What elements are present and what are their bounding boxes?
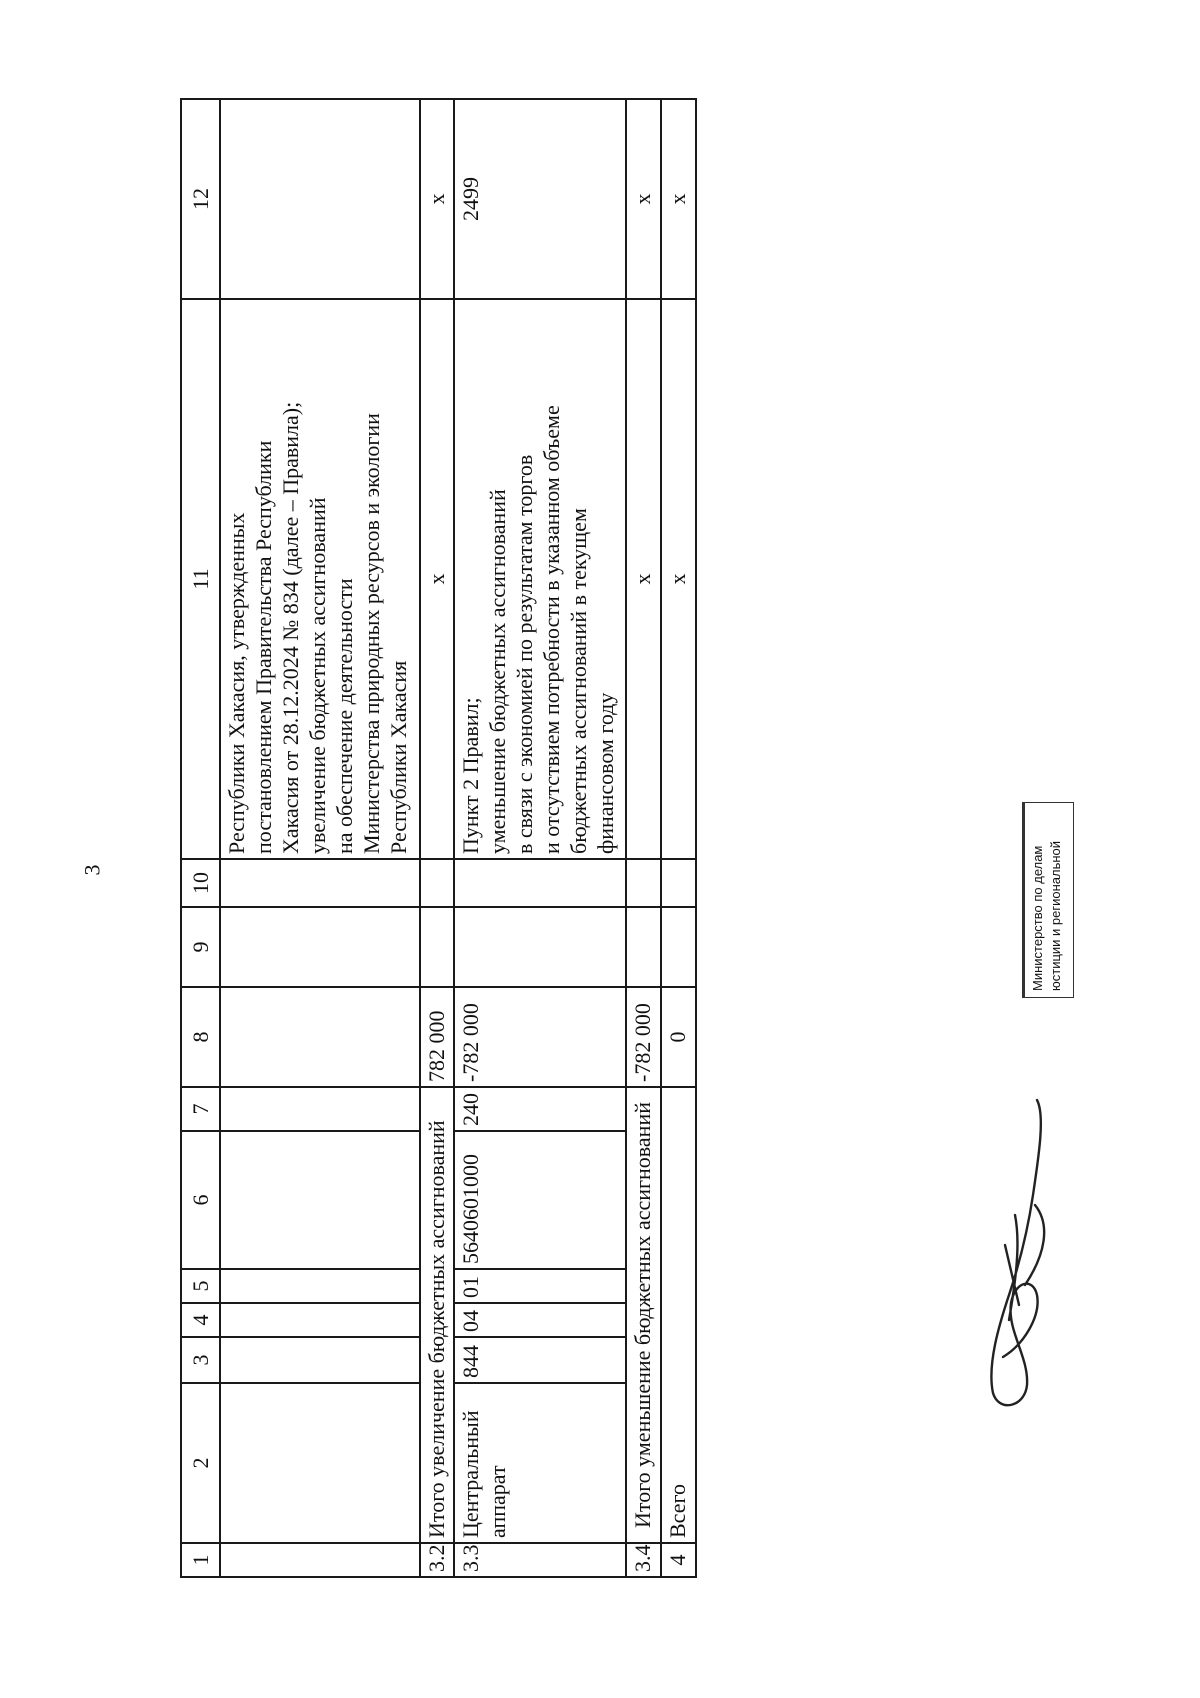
continuation-description: Республики Хакасия, утвержденных постановлением Правительства Республики Хакасия от 28.12.2024 № 834 (далее – Правила); увеличение бюджетных ассигнований на обеспечение деятельности Министерства природных ресурсов и экологии Республики Хакасия xyxy=(220,299,420,859)
cell-11: x xyxy=(420,299,455,859)
cell-7: 240 xyxy=(454,1087,626,1131)
header-cell: 6 xyxy=(181,1131,220,1269)
cell-3: 844 xyxy=(454,1337,626,1383)
amount-cell: 0 xyxy=(661,987,696,1087)
header-cell: 2 xyxy=(181,1383,220,1543)
stamp-line-1: Министерство по делам xyxy=(1030,845,1045,991)
header-cell: 10 xyxy=(181,859,220,907)
cell-11: x xyxy=(661,299,696,859)
cell-6: 5640601000 xyxy=(454,1131,626,1269)
table-row-3-3 xyxy=(454,99,626,1577)
table-row-3-2 xyxy=(420,99,455,1577)
header-cell: 8 xyxy=(181,987,220,1087)
allocation-table xyxy=(180,98,697,1578)
row-label: Итого увеличение бюджетных ассигнований xyxy=(420,1087,455,1543)
row-number: 3.4 xyxy=(626,1543,661,1577)
table-row-3-4 xyxy=(626,99,661,1577)
cell-12: x xyxy=(661,99,696,299)
row-number: 4 xyxy=(661,1543,696,1577)
cell-11: x xyxy=(626,299,661,859)
header-cell: 11 xyxy=(181,299,220,859)
amount-cell: -782 000 xyxy=(454,987,626,1087)
header-cell: 12 xyxy=(181,99,220,299)
cell-12: 2499 xyxy=(454,99,626,299)
cell-12: x xyxy=(626,99,661,299)
header-row xyxy=(181,99,220,1577)
allocation-table-container xyxy=(180,100,697,1578)
header-cell: 7 xyxy=(181,1087,220,1131)
row-number: 3.2 xyxy=(420,1543,455,1577)
row-label: Итого уменьшение бюджетных ассигнований xyxy=(626,1087,661,1543)
cell-4: 04 xyxy=(454,1303,626,1337)
stamp-line-2: юстиции и региональной xyxy=(1048,840,1063,991)
header-cell: 9 xyxy=(181,907,220,987)
row-number: 3.3 xyxy=(454,1543,626,1577)
signature-icon xyxy=(975,1095,1075,1415)
continuation-row xyxy=(220,99,420,1577)
cell-12: x xyxy=(420,99,455,299)
page-number: 3 xyxy=(79,864,105,876)
row-label: Всего xyxy=(661,1087,696,1543)
amount-cell: -782 000 xyxy=(626,987,661,1087)
amount-cell: 782 000 xyxy=(420,987,455,1087)
ministry-stamp xyxy=(1022,802,1074,998)
header-cell: 4 xyxy=(181,1303,220,1337)
row-description: Пункт 2 Правил; уменьшение бюджетных ассигнований в связи с экономией по результатам торгов и отсутствием потребности в указанном объеме бюджетных ассигнований в текущем финансовом году xyxy=(454,299,626,859)
row-name: Центральный аппарат xyxy=(454,1383,626,1543)
header-cell: 1 xyxy=(181,1543,220,1577)
header-cell: 3 xyxy=(181,1337,220,1383)
cell-5: 01 xyxy=(454,1269,626,1303)
header-cell: 5 xyxy=(181,1269,220,1303)
table-row-4 xyxy=(661,99,696,1577)
